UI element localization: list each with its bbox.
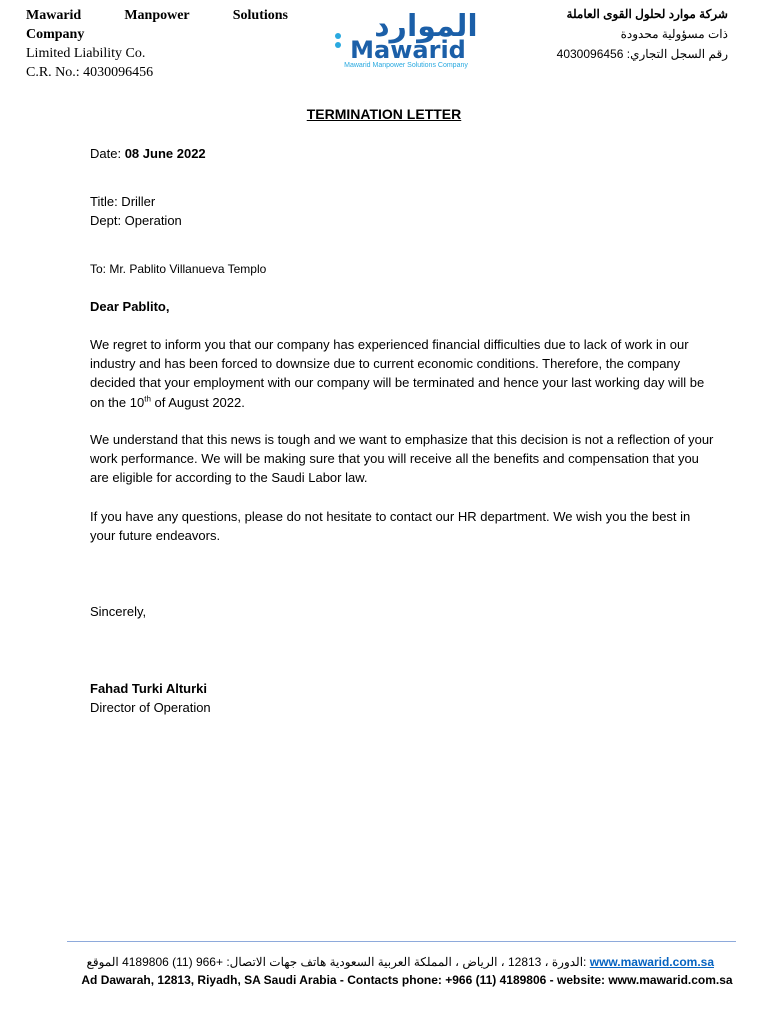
logo-arabic-wordmark: الموارد xyxy=(374,9,478,44)
letter-title: TERMINATION LETTER xyxy=(306,106,462,122)
date-value: 08 June 2022 xyxy=(124,146,206,161)
company-name-line1 xyxy=(26,6,288,25)
paragraph-2: We understand that this news is tough and we want to emphasize that this decision is not a reflection of your work performance. We will be making sure that you will receive all the benefits and compensation that you are eligible for according to the Saudi Labor law. xyxy=(90,432,714,486)
ordinal-suffix: th xyxy=(144,394,151,404)
website-link[interactable]: www.mawarid.com.sa xyxy=(589,955,714,969)
mawarid-logo xyxy=(326,6,486,70)
company-name-line2: Company xyxy=(26,27,85,42)
company-header-english xyxy=(26,6,288,77)
arabic-company-type: ذات مسؤولية محدودة xyxy=(620,27,728,41)
job-title-line: Title: Driller xyxy=(90,194,156,209)
date-label: Date: xyxy=(90,146,122,161)
company-name-word: Mawarid xyxy=(26,8,82,23)
date-line xyxy=(90,144,718,163)
paragraph-3: If you have any questions, please do not hesitate to contact our HR department. We wish you the best in your future endeavors. xyxy=(90,509,691,544)
closing: Sincerely, xyxy=(90,604,147,619)
signer-name: Fahad Turki Alturki xyxy=(90,681,208,696)
arabic-company-name: شركة موارد لحلول القوى العاملة xyxy=(566,7,728,21)
logo-dot xyxy=(335,42,341,48)
footer-arabic-address xyxy=(80,955,714,969)
salutation: Dear Pablito, xyxy=(90,299,170,314)
arabic-cr-number: رقم السجل التجاري: 4030096456 xyxy=(556,47,728,61)
signer-title: Director of Operation xyxy=(90,700,211,715)
logo-english-wordmark: Mawarid xyxy=(350,36,466,64)
company-header-arabic xyxy=(520,4,728,64)
company-type: Limited Liability Co. xyxy=(26,46,146,61)
arabic-address-text: :الدورة ، 12813 ، الرياض ، المملكة العربية السعودية هاتف جهات الاتصال: +966 (11) 4189806 الموقع xyxy=(86,955,587,969)
company-name-word: Manpower xyxy=(124,8,190,23)
logo-tagline: Mawarid Manpower Solutions Company xyxy=(344,62,468,69)
recipient-line: To: Mr. Pablito Villanueva Templo xyxy=(90,262,267,276)
footer-english-address: Ad Dawarah, 12813, Riyadh, SA Saudi Arabia - Contacts phone: +966 (11) 4189806 - website: www.mawarid.com.sa xyxy=(81,973,733,987)
footer-divider xyxy=(67,941,736,942)
company-name-word: Solutions xyxy=(232,8,288,23)
company-cr-number: C.R. No.: 4030096456 xyxy=(26,65,154,77)
paragraph-1: We regret to inform you that our company has experienced financial difficulties due to lack of work in our industry and has been forced to downsize due to current economic conditions. Therefore, the company decided that your employment with our company will be terminated and hence your last working day will be on the 10th of August 2022. xyxy=(90,337,705,410)
department-line: Dept: Operation xyxy=(90,213,182,228)
logo-dot xyxy=(335,33,341,39)
